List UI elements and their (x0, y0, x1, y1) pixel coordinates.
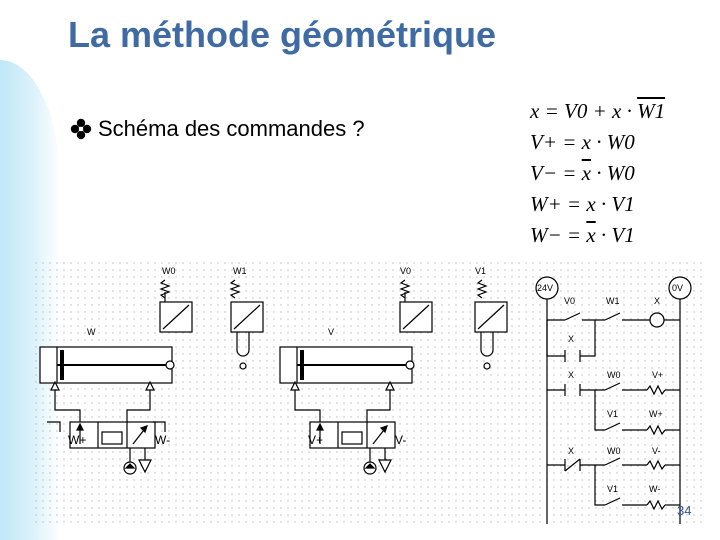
label-cylinder-v: V (328, 327, 335, 337)
ladder-w1: W1 (606, 296, 620, 306)
label-24v: 24V (537, 283, 554, 293)
label-v-minus: V- (395, 433, 407, 447)
label-w-plus: W+ (68, 433, 87, 447)
equation-4: W+ = x · V1 (530, 192, 635, 216)
ladder-x-2: X (568, 370, 575, 380)
ladder-v1-5: V1 (607, 484, 619, 494)
ladder-v-minus: V- (652, 446, 661, 456)
ladder-x-branch: X (568, 334, 575, 344)
bullet-item (70, 116, 365, 142)
label-v-plus: V+ (308, 433, 324, 447)
ladder-v1-3: V1 (607, 409, 619, 419)
equation-5: $W- = \overline{x} \cdot V1$ (530, 223, 635, 247)
ladder-x-coil: X (654, 296, 661, 306)
label-w1: W1 (233, 266, 247, 276)
equation-2: V+ = x · W0 (530, 130, 635, 154)
ladder-v0: V0 (564, 296, 576, 306)
page-title: La méthode géométrique (68, 14, 497, 55)
logic-equations (530, 96, 710, 251)
label-v1: V1 (475, 266, 487, 276)
equation-3: $V- = \overline{x} \cdot W0$ (530, 161, 635, 185)
label-w0: W0 (162, 266, 176, 276)
page-number: 34 (677, 503, 692, 518)
equation-1: x = V0 + x · W1 (530, 99, 666, 123)
ladder-w-plus: W+ (649, 409, 663, 419)
label-0v: 0V (672, 283, 684, 293)
label-w-minus: W- (155, 433, 171, 447)
command-diagram (35, 262, 703, 524)
ladder-w0-4: W0 (607, 446, 621, 456)
dot-grid (35, 262, 703, 524)
label-v0: V0 (400, 266, 412, 276)
ladder-x-4: X (568, 446, 575, 456)
ladder-w0-2: W0 (607, 370, 621, 380)
label-cylinder-w: W (87, 327, 96, 337)
ladder-v-plus: V+ (652, 370, 664, 380)
bullet-text: Schéma des commandes ? (98, 116, 365, 141)
diamond-bullet-icon (70, 118, 92, 140)
ladder-w-minus: W- (649, 484, 661, 494)
